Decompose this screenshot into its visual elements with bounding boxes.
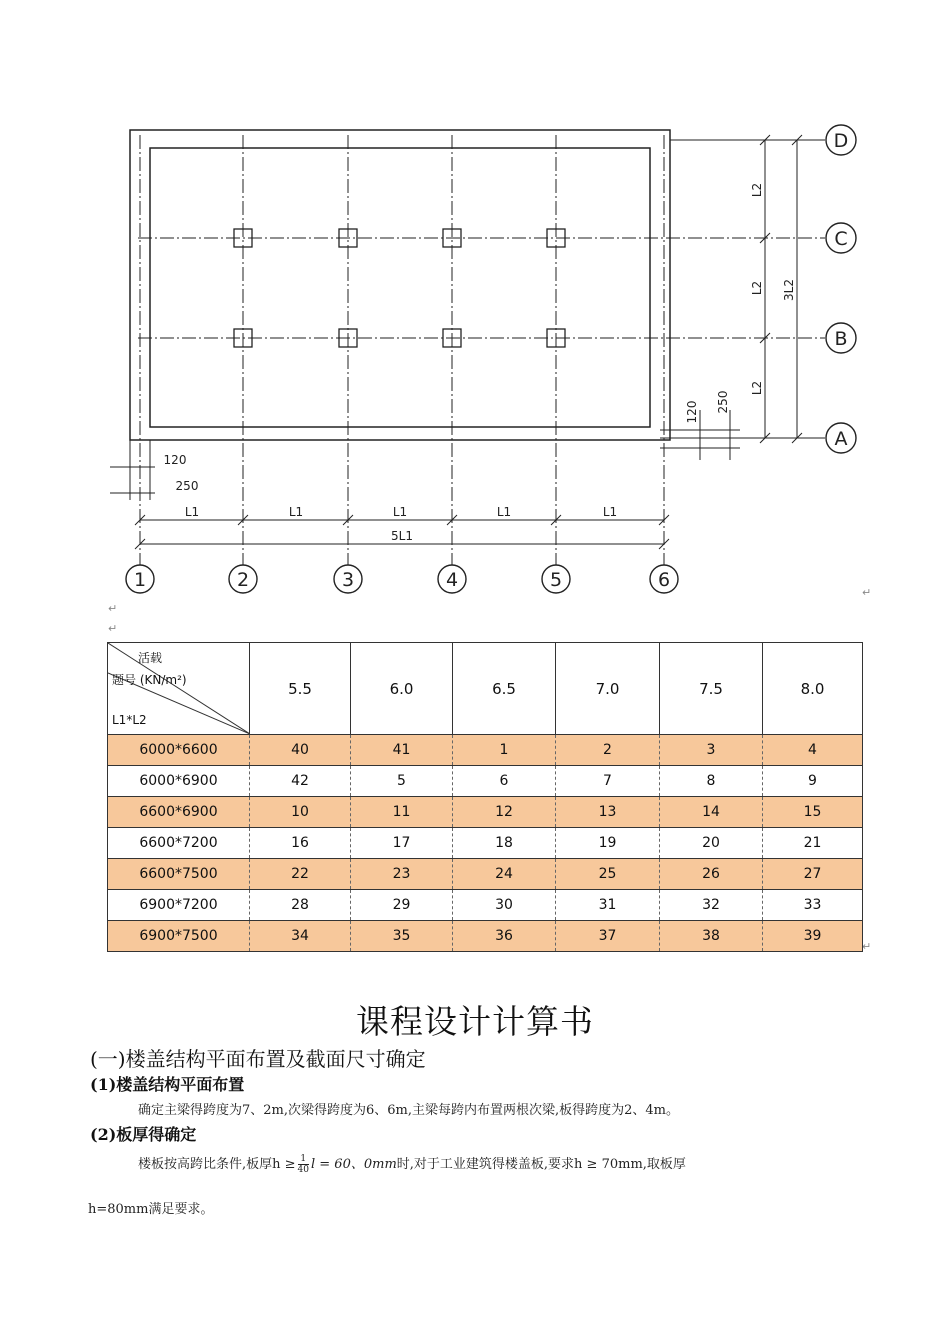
topic-number-cell: 6 [453, 766, 556, 797]
topic-number-cell: 36 [453, 921, 556, 952]
slab-text-a: 楼板按高跨比条件,板厚h ≥ [138, 1157, 296, 1172]
paragraph-conclusion: h=80mm满足要求。 [88, 1202, 214, 1217]
return-mark: ↵ [862, 940, 872, 953]
dim-250-left: 250 [175, 479, 199, 493]
slab-formula: l = 60、0mm [310, 1157, 397, 1172]
corner-topic: 题号 (KN/m²) [112, 673, 187, 687]
topic-number-cell: 40 [250, 735, 351, 766]
table-body [108, 735, 863, 952]
axis-label-6: 6 [657, 569, 671, 591]
table-row [108, 735, 863, 766]
table-row [108, 859, 863, 890]
topic-number-cell: 42 [250, 766, 351, 797]
topic-number-cell: 13 [556, 797, 660, 828]
corner-live-load: 活载 [138, 651, 163, 665]
topic-number-cell: 18 [453, 828, 556, 859]
span-label-x: L1 [288, 505, 304, 519]
topic-number-cell: 4 [763, 735, 863, 766]
span-cell: 6000*6900 [108, 766, 250, 797]
topic-number-cell: 16 [250, 828, 351, 859]
span-label-x: L1 [602, 505, 618, 519]
topic-number-cell: 30 [453, 890, 556, 921]
subsection-heading-2: (2)板厚得确定 [90, 1125, 197, 1144]
topic-number-cell: 5 [351, 766, 453, 797]
document-title: 课程设计计算书 [356, 1002, 594, 1041]
table-corner-header [108, 643, 250, 735]
topic-number-cell: 7 [556, 766, 660, 797]
topic-number-cell: 22 [250, 859, 351, 890]
corner-span: L1*L2 [112, 713, 147, 727]
axis-label-4: 4 [445, 569, 459, 591]
topic-number-cell: 25 [556, 859, 660, 890]
span-label-y: L2 [750, 182, 764, 198]
total-span-x: 5L1 [391, 529, 413, 543]
span-label-x: L1 [496, 505, 512, 519]
slab-text-c: 时,对于工业建筑得楼盖板,要求h ≥ 70mm,取板厚 [396, 1157, 686, 1172]
span-cell: 6000*6600 [108, 735, 250, 766]
topic-number-cell: 39 [763, 921, 863, 952]
total-span-y: 3L2 [782, 279, 796, 301]
inner-wall-outline [150, 148, 650, 427]
return-mark: ↵ [108, 622, 118, 635]
topic-number-cell: 14 [660, 797, 763, 828]
topic-number-cell: 38 [660, 921, 763, 952]
fraction-one-fortieth: $\frac{1}{40}$ [297, 1154, 309, 1175]
topic-number-cell: 21 [763, 828, 863, 859]
topic-number-cell: 3 [660, 735, 763, 766]
dim-120-left: 120 [163, 453, 187, 467]
topic-number-cell: 17 [351, 828, 453, 859]
topic-number-cell: 34 [250, 921, 351, 952]
corner-unit: (KN/m²) [139, 673, 187, 687]
topic-number-cell: 37 [556, 921, 660, 952]
topic-number-cell: 26 [660, 859, 763, 890]
span-label-y: L2 [750, 280, 764, 296]
paragraph-span-layout: 确定主梁得跨度为7、2m,次梁得跨度为6、6m,主梁每跨内布置两根次梁,板得跨度为2、4m。 [138, 1103, 680, 1118]
topic-number-cell: 15 [763, 797, 863, 828]
topic-number-cell: 11 [351, 797, 453, 828]
load-header: 6.0 [351, 643, 453, 735]
table-row [108, 890, 863, 921]
axis-label-C: C [834, 228, 848, 250]
topic-number-cell: 31 [556, 890, 660, 921]
topic-number-cell: 35 [351, 921, 453, 952]
span-cell: 6600*6900 [108, 797, 250, 828]
span-cell: 6900*7200 [108, 890, 250, 921]
span-cell: 6600*7500 [108, 859, 250, 890]
table-row [108, 766, 863, 797]
axis-label-B: B [834, 328, 848, 350]
topic-number-cell: 23 [351, 859, 453, 890]
topic-number-cell: 19 [556, 828, 660, 859]
topic-number-cell: 32 [660, 890, 763, 921]
span-label-x: L1 [392, 505, 408, 519]
axis-label-3: 3 [341, 569, 355, 591]
section-heading: (一)楼盖结构平面布置及截面尺寸确定 [90, 1047, 426, 1071]
span-label-x: L1 [184, 505, 200, 519]
axis-label-2: 2 [236, 569, 250, 591]
topic-number-cell: 20 [660, 828, 763, 859]
load-header: 7.0 [556, 643, 660, 735]
topic-number-cell: 41 [351, 735, 453, 766]
load-header: 5.5 [250, 643, 351, 735]
topic-number-cell: 9 [763, 766, 863, 797]
table-row [108, 828, 863, 859]
return-mark: ↵ [108, 602, 118, 615]
span-cell: 6600*7200 [108, 828, 250, 859]
topic-number-cell: 12 [453, 797, 556, 828]
table-row [108, 797, 863, 828]
axis-label-5: 5 [549, 569, 563, 591]
floor-plan-drawing [0, 0, 950, 610]
axis-label-D: D [833, 130, 849, 152]
topic-number-cell: 29 [351, 890, 453, 921]
topic-number-cell: 10 [250, 797, 351, 828]
topic-number-cell: 28 [250, 890, 351, 921]
topic-number-cell: 33 [763, 890, 863, 921]
load-header: 6.5 [453, 643, 556, 735]
span-cell: 6900*7500 [108, 921, 250, 952]
topic-number-cell: 27 [763, 859, 863, 890]
table-row [108, 921, 863, 952]
span-label-y: L2 [750, 380, 764, 396]
load-header: 8.0 [763, 643, 863, 735]
axis-label-A: A [834, 428, 848, 450]
axis-label-1: 1 [133, 569, 147, 591]
topic-number-cell: 1 [453, 735, 556, 766]
dim-120-right: 120 [685, 400, 699, 424]
paragraph-slab-thickness [138, 1153, 686, 1175]
assignment-table [107, 642, 863, 952]
dim-250-right: 250 [716, 390, 730, 414]
topic-number-cell: 2 [556, 735, 660, 766]
subsection-heading-1: (1)楼盖结构平面布置 [90, 1075, 245, 1094]
topic-number-cell: 8 [660, 766, 763, 797]
return-mark: ↵ [862, 586, 872, 599]
outer-wall-outline [130, 130, 670, 440]
topic-number-cell: 24 [453, 859, 556, 890]
load-header: 7.5 [660, 643, 763, 735]
